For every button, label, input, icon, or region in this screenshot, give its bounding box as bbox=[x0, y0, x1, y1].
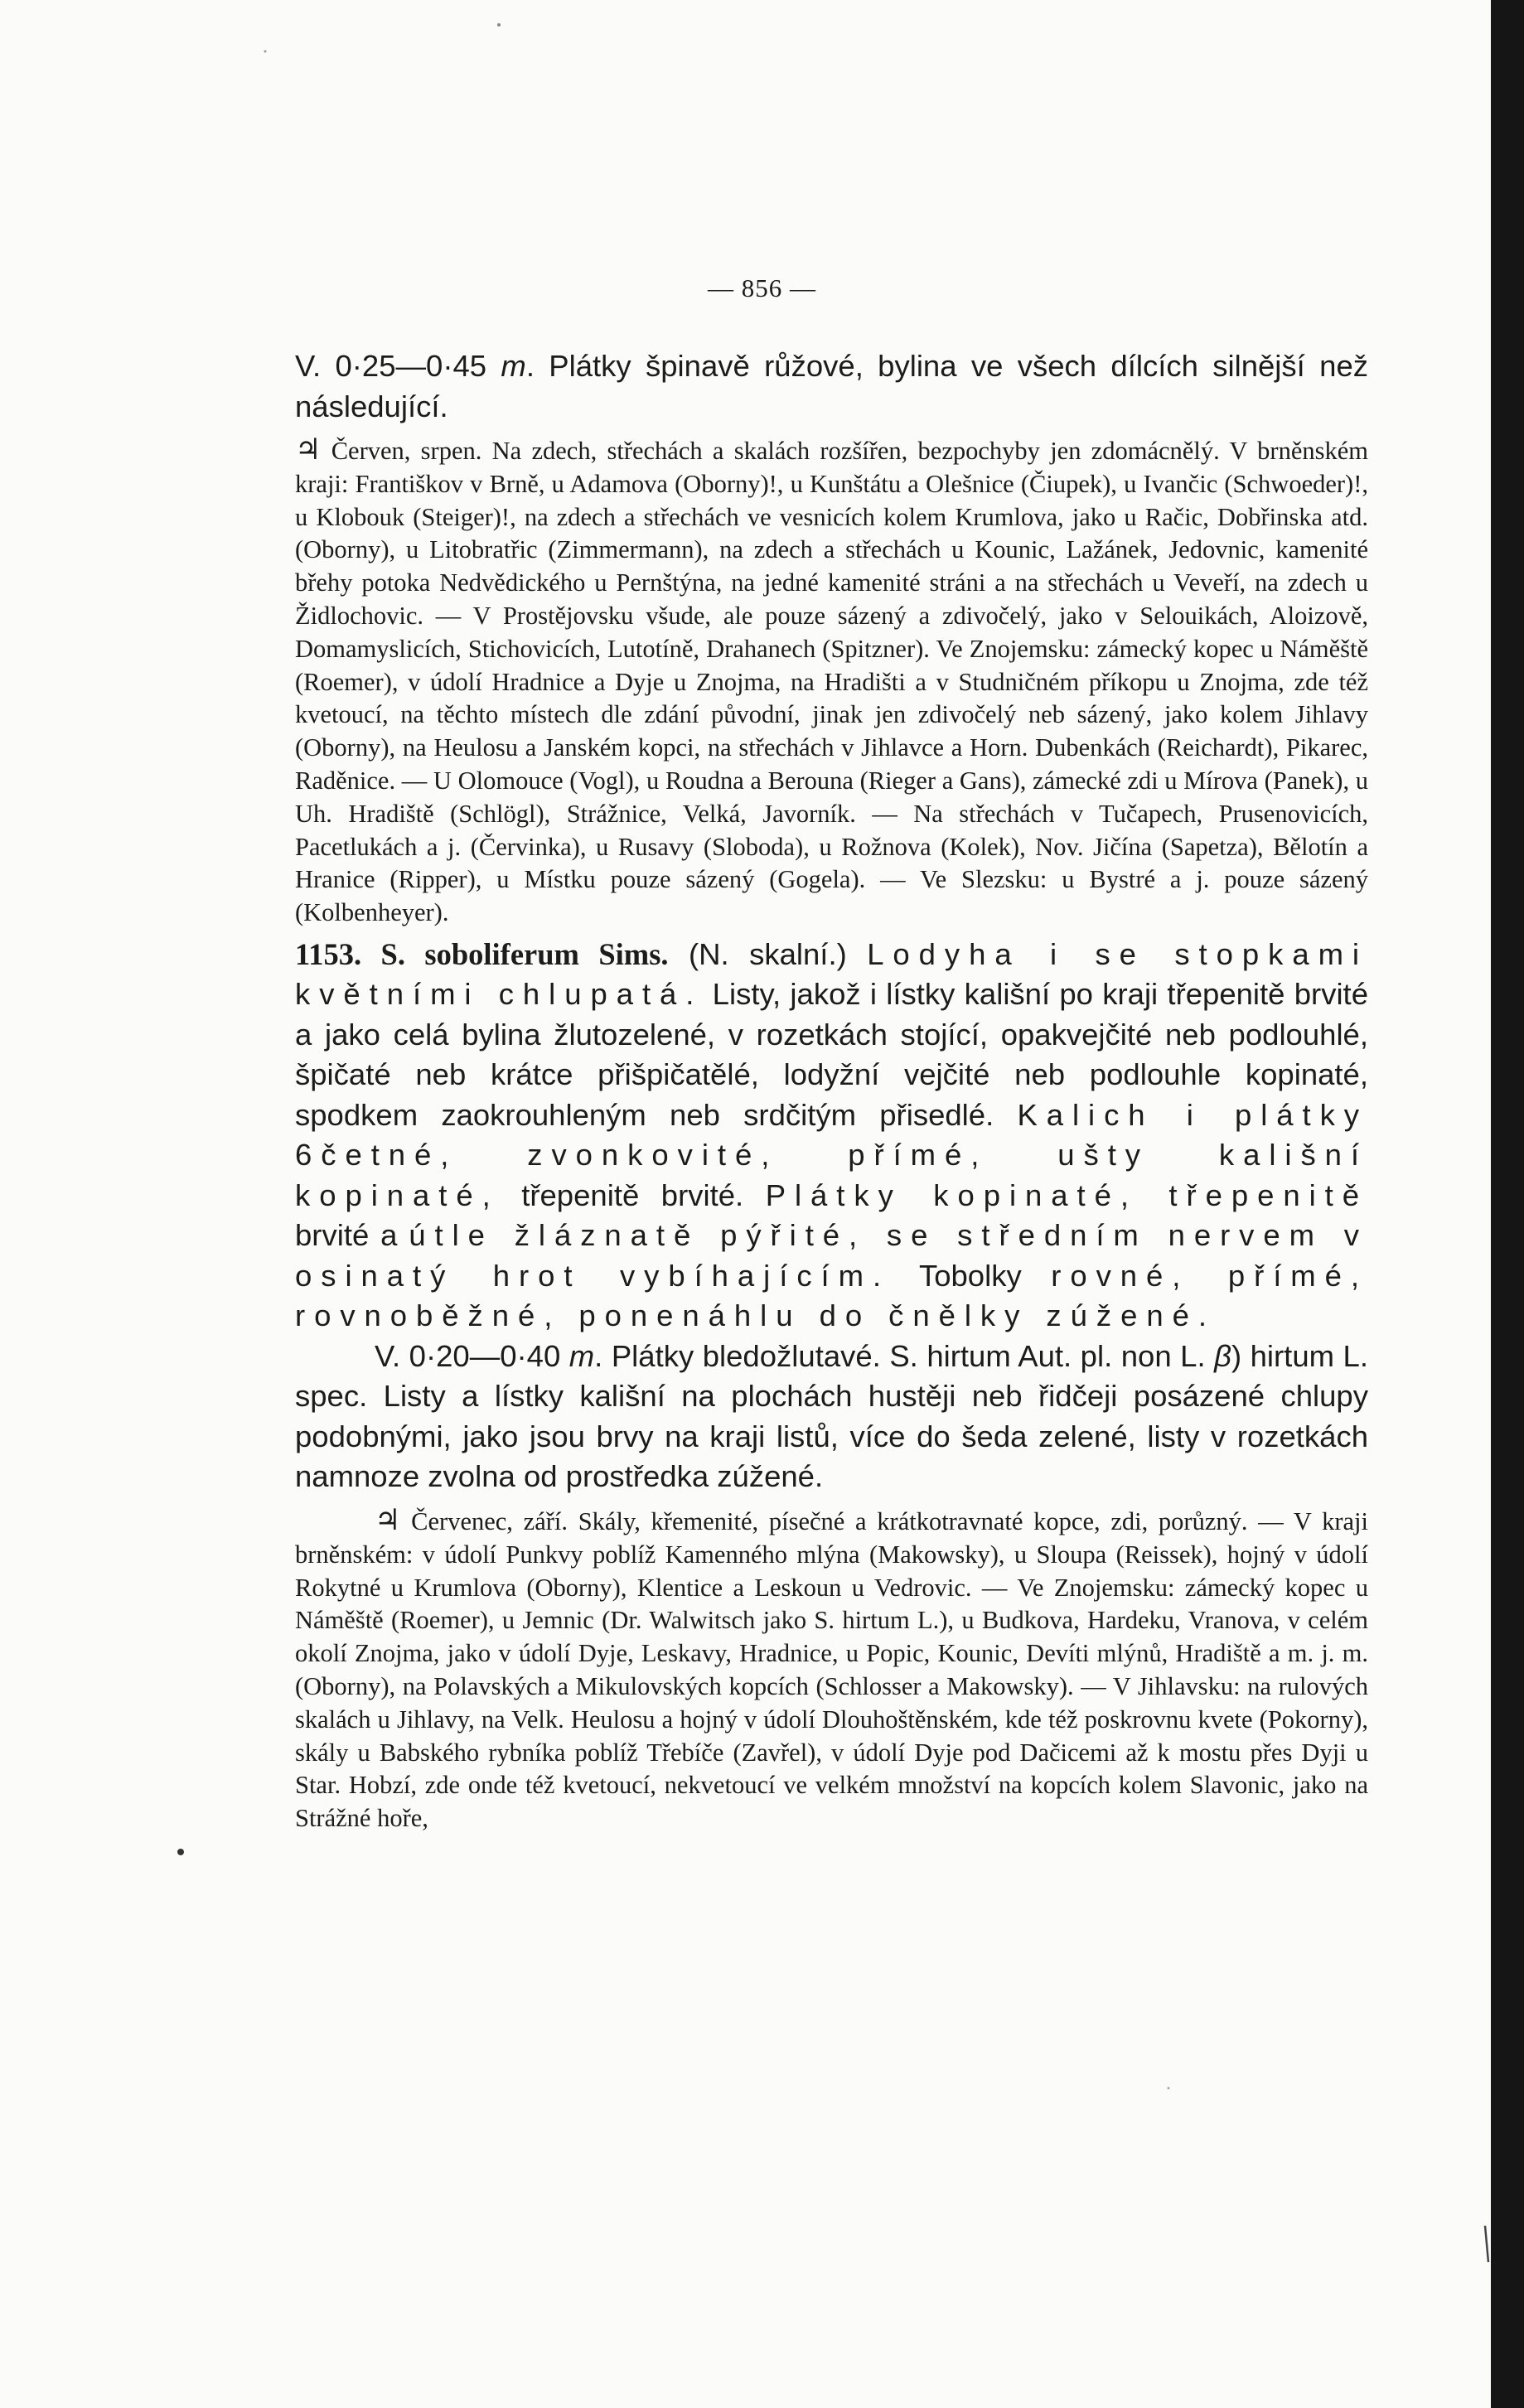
perennial-symbol: ♃ bbox=[295, 433, 322, 466]
text-span: β bbox=[1214, 1338, 1231, 1373]
text-span: Červen, srpen. Na zdech, střechách a skalách rozšířen, bezpochyby jen zdomácnělý. V brněnském kraji: Františkov v Brně, u Adamova (Oborny)!, u Kunštátu a Olešnice (Čiupek), u Ivančic (Schwoeder)!, u Klobouk (Steiger)!, na zdech a střechách ve vesnicích kolem Krumlova, jako u Račic, Dobřinska atd. (Oborny), u Litobratřic (Zimmermann), na zdech a střechách u Kounic, Lažánek, Jedovnic, kamenité břehy potoka Nedvědického u Pernštýna, na jedné kamenité stráni a na střechách u Veveří, na zdech u Židlochovic. — V Prostějovsku všude, ale pouze sázený a zdivočelý, jako v Selouikách, Aloizově, Domamyslicích, Stichovicích, Lutotíně, Drahanech (Spitzner). Ve Znojemsku: zámecký kopec u Náměště (Roemer), v údolí Hradnice a Dyje u Znojma, na Hradišti a v Studničném příkopu u Znojma, zde též kvetoucí, na těchto místech dle zdání původní, jinak jen zdivočelý neb sázený, jako kolem Jihlavy (Oborny), na Heulosu a Janském kopci, na střechách v Jihlavce a Horn. Dubenkách (Reichardt), Pikarec, Raděnice. — U Olomouce (Vogl), u Roudna a Berouna (Rieger a Gans), zámecké zdi u Mírova (Panek), u Uh. Hradiště (Schlögl), Strážnice, Velká, Javorník. — Na střechách v Tučapech, Prusenovicích, Pacetlukách a j. (Červinka), u Rusavy (Sloboda), u Rožnova (Kolek), Nov. Jičína (Sapetza), Bělotín a Hranice (Ripper), u Místku pouze sázený (Gogela). — Ve Slezsku: u Bystré a j. pouze sázený (Kolbenheyer). bbox=[295, 437, 1368, 927]
paragraph-3 bbox=[295, 935, 1368, 1337]
paragraph-1 bbox=[295, 346, 1368, 427]
text-span: rovné, přímé, rovnoběžné, ponenáhlu do čnělky zúžené. bbox=[295, 1258, 1368, 1333]
text-span: ) hirtum L. spec. Listy a lístky kališní na plochách hustěji neb řidčeji posázené chlupy podobnými, jako jsou brvy na kraji listů, více do šeda zelené, listy v rozetkách namnoze zvolna od prostředka zúžené. bbox=[295, 1338, 1368, 1494]
paragraph-5 bbox=[295, 1504, 1368, 1835]
text-span: . Plátky bledožlutavé. S. hirtum Aut. pl. non L. bbox=[594, 1338, 1215, 1373]
paragraph-4 bbox=[295, 1337, 1368, 1497]
paragraph-2 bbox=[295, 433, 1368, 930]
text-span: Lodyha i se stopkami květními chlupatá. bbox=[295, 936, 1368, 1012]
text-span: Tobolky bbox=[890, 1258, 1052, 1293]
text-span: m bbox=[568, 1338, 595, 1373]
page-body bbox=[295, 346, 1368, 1835]
text-span: třepenitě brvité. bbox=[499, 1177, 766, 1212]
text-span: brvité a bbox=[295, 1218, 409, 1253]
text-span: útle žláznatě pýřité, se středním nervem v osinatý hrot vybíhajícím. bbox=[295, 1218, 1368, 1293]
text-span: (N. skalní.) bbox=[668, 936, 868, 971]
text-span: Červenec, září. Skály, křemenité, písečné a krátkotravnaté kopce, zdi, porůzný. — V kraji brněnském: v údolí Punkvy poblíž Kamenného mlýna (Makowsky), u Sloupa (Reissek), hojný v údolí Rokytné u Krumlova (Oborny), Klentice a Leskoun u Vedrovic. — Ve Znojemsku: zámecký kopec u Náměště (Roemer), u Jemnic (Dr. Walwitsch jako S. hirtum L.), u Budkova, Hardeku, Vranova, v celém okolí Znojma, jako v údolí Dyje, Leskavy, Hradnice, u Popic, Kounic, Devíti mlýnů, Hradiště a m. j. m. (Oborny), na Polavských a Mikulovských kopcích (Schlosser a Makowsky). — V Jihlavsku: na rulových skalách u Jihlavy, na Velk. Heulosu a hojný v údolí Dlouhoštěnském, kde též poskrovnu kvete (Pokorny), skály u Babského rybníka poblíž Třebíče (Zavřel), v údolí Dyje pod Dačicemi až k mostu přes Dyji u Star. Hobzí, zde onde též kvetoucí, nekvetoucí ve velkém množství na kopcích kolem Slavonic, jako na Strážné hoře, bbox=[295, 1506, 1368, 1833]
text-span: Plátky kopinaté, třepenitě bbox=[765, 1177, 1368, 1212]
scan-edge bbox=[1491, 0, 1524, 2408]
text-span: Listy, jakož i lístky kališní po kraji třepenitě brvité a jako celá bylina žlutozelené, v rozetkách stojící, opakvejčité neb podlouhlé, špičaté neb krátce přišpičatělé, lodyžní vejčité neb podlouhle kopinaté, spodkem zaokrouhleným neb srdčitým přisedlé. bbox=[295, 977, 1368, 1132]
text-span: V. 0·20—0·40 bbox=[375, 1338, 569, 1373]
perennial-symbol: ♃ bbox=[375, 1503, 401, 1536]
text-span: Kalich i plátky 6četné, zvonkovité, přímé, ušty kališní kopinaté, bbox=[295, 1097, 1368, 1212]
text-span: V. 0·25—0·45 bbox=[295, 349, 501, 383]
text-span: 1153. S. soboliferum Sims. bbox=[295, 936, 669, 971]
page-number: — 856 — bbox=[708, 273, 816, 302]
text-span: m bbox=[501, 349, 526, 383]
text-span: . Plátky špinavě růžové, bylina ve všech dílcích silnější než následující. bbox=[295, 349, 1368, 423]
margin-dot bbox=[177, 1849, 184, 1855]
